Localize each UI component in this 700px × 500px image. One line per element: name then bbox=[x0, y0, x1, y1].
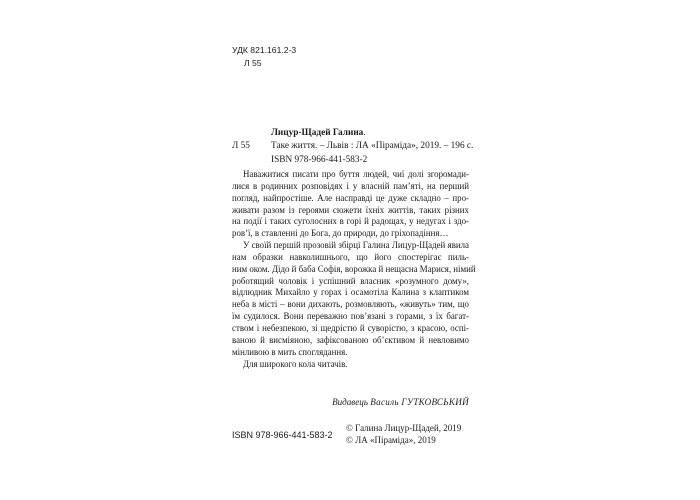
abstract-line: мінливою в мить споглядання. bbox=[232, 346, 348, 357]
isbn-bottom: ISBN 978-966-441-583-2 bbox=[232, 430, 333, 440]
publisher-name: Василь ГУТКОВСЬКИЙ bbox=[370, 397, 469, 407]
bibliographic-description: Таке життя. – Львів : ЛА «Піраміда», 2019. – 196 с. bbox=[271, 141, 474, 151]
abstract-line: нам образки навколишнього, що його спостерігає пиль- bbox=[232, 251, 469, 262]
abstract-line: відлюдник Михайло у горах і осамотіла Калина з клаптиком bbox=[232, 287, 469, 298]
library-index: Л 55 bbox=[232, 141, 250, 151]
author-name-dot: . bbox=[363, 128, 366, 138]
copyright-publisher: © ЛА «Піраміда», 2019 bbox=[346, 435, 436, 445]
publisher-line bbox=[332, 398, 469, 407]
abstract bbox=[232, 169, 476, 370]
abstract-line: лися в родинних розповідях і у власній пам’яті, на перший bbox=[232, 180, 469, 191]
abstract-line: ним оком. Дідо й баба Софія, ворожка й нещасна Марися, німий bbox=[232, 263, 476, 274]
abstract-line: У своїй першій прозовій збірці Галина Лицур-Щадей явила bbox=[243, 240, 469, 251]
author-name bbox=[271, 129, 366, 138]
abstract-line: їм судилося. Вони переважно пов’язані з горами, з їх багат- bbox=[232, 311, 469, 322]
abstract-line: неба в місті – вони дихають, розмовляють, «живуть» тим, що bbox=[232, 299, 469, 310]
abstract-line: погляд, найпростіше. Але насправді це дуже складно – про- bbox=[232, 192, 469, 203]
abstract-line: роботящий чоловік і успішний власник «розумного дому», bbox=[232, 275, 469, 286]
copyright-author: © Галина Лицур-Щадей, 2019 bbox=[346, 423, 462, 433]
abstract-line: на події і таких суголосних в горі й радощах, у недугах і здо- bbox=[232, 216, 469, 227]
publisher-label: Видавець bbox=[332, 397, 368, 407]
abstract-line: ров’ї, в ставленні до Бога, до природи, до гріхопадіння… bbox=[232, 228, 449, 239]
abstract-line: живати разом із героями сюжети їхніх життів, таких різних bbox=[232, 204, 469, 215]
abstract-audience: Для широкого кола читачів. bbox=[243, 358, 348, 369]
author-name-text: Лицур-Щадей Галина bbox=[271, 128, 364, 138]
isbn-top: ISBN 978-966-441-583-2 bbox=[271, 155, 368, 165]
abstract-line: ваною й висміяною, зафіксованою об’єктивом й невловимо bbox=[232, 334, 469, 345]
udc-index: Л 55 bbox=[244, 58, 262, 68]
abstract-line: Наважитися писати про буття людей, чиї долі згоромади- bbox=[243, 169, 469, 179]
abstract-line: ством і небезпекою, зі щедрістю й суворістю, з красою, оспі- bbox=[232, 322, 469, 333]
udc-code: УДК 821.161.2-3 bbox=[232, 45, 297, 55]
